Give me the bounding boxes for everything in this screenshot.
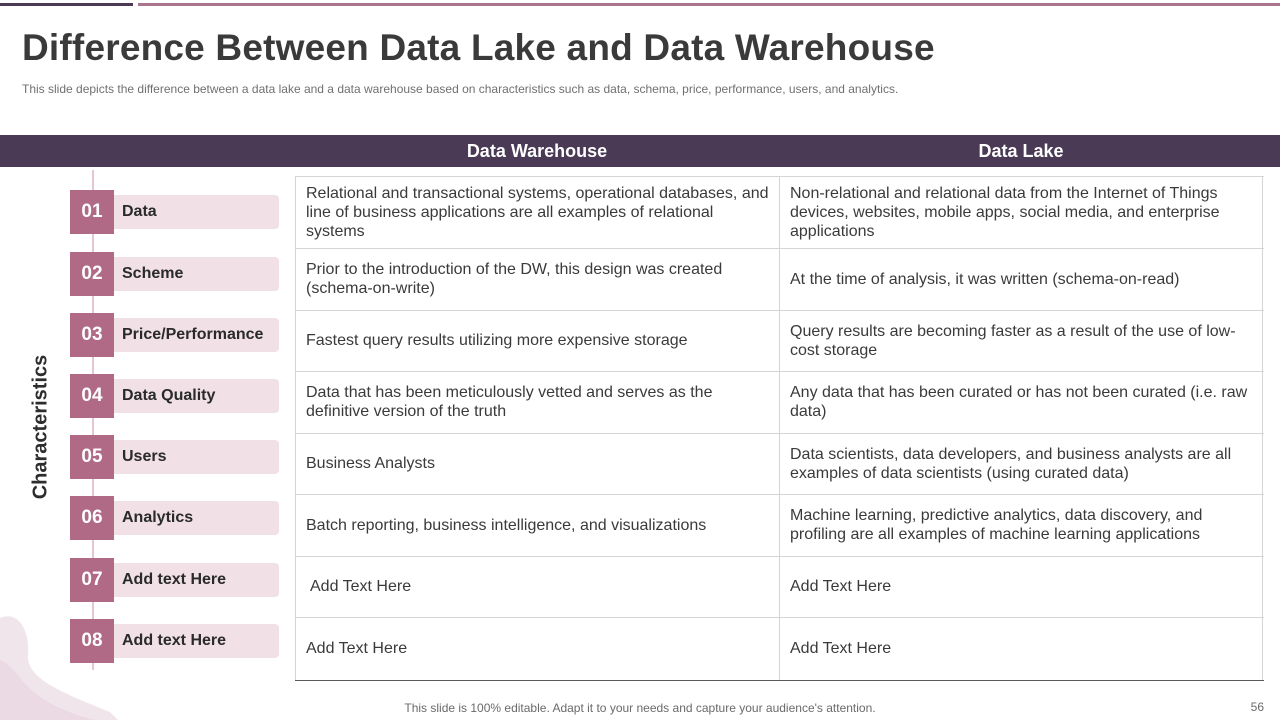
column-header-data-warehouse: Data Warehouse (466, 141, 608, 161)
table-row (295, 618, 1264, 680)
characteristic-number: 04 (70, 374, 114, 418)
characteristic-label: Analytics (122, 509, 194, 526)
table-cell-lake: Machine learning, predictive analytics, data discovery, and profiling are all examples of machine learning applications (779, 495, 1263, 556)
characteristic-number: 05 (70, 435, 114, 479)
characteristic-label: Add text Here (122, 571, 227, 588)
page-number: 56 (1250, 700, 1264, 714)
table-cell-lake: Add Text Here (779, 557, 1263, 618)
table-cell-warehouse: Relational and transactional systems, operational databases, and line of business applications are all examples of relational systems (295, 177, 779, 248)
characteristic-item (70, 435, 279, 479)
table-cell-warehouse: Data that has been meticulously vetted and serves as the definitive version of the truth (295, 372, 779, 433)
comparison-table (295, 176, 1264, 681)
column-header-data-lake: Data Lake (978, 141, 1064, 161)
table-row (295, 249, 1264, 311)
characteristic-number: 07 (70, 558, 114, 602)
slide-subtitle: This slide depicts the difference between a data lake and a data warehouse based on characteristics such as data, schema, price, performance, users, and analytics. (22, 82, 899, 96)
table-cell-warehouse: Fastest query results utilizing more expensive storage (295, 311, 779, 372)
top-accent-bar-light (138, 3, 1280, 6)
characteristic-item (70, 190, 279, 234)
table-row (295, 495, 1264, 557)
characteristic-item (70, 374, 279, 418)
characteristic-number: 01 (70, 190, 114, 234)
table-cell-warehouse: Add Text Here (295, 557, 779, 618)
top-accent-bar-dark (0, 3, 133, 6)
table-cell-lake: Add Text Here (779, 618, 1263, 680)
characteristic-number: 03 (70, 313, 114, 357)
characteristic-label: Add text Here (122, 632, 227, 649)
table-cell-lake: Any data that has been curated or has not been curated (i.e. raw data) (779, 372, 1263, 433)
characteristics-label: Characteristics (29, 354, 52, 500)
characteristic-number: 06 (70, 496, 114, 540)
characteristic-item (70, 252, 279, 296)
table-cell-warehouse: Prior to the introduction of the DW, this design was created (schema-on-write) (295, 249, 779, 310)
characteristic-item (70, 558, 279, 602)
table-cell-lake: At the time of analysis, it was written (schema-on-read) (779, 249, 1263, 310)
characteristic-label: Price/Performance (122, 326, 264, 343)
table-cell-lake: Query results are becoming faster as a result of the use of low-cost storage (779, 311, 1263, 372)
footer-note: This slide is 100% editable. Adapt it to your needs and capture your audience's attention. (404, 701, 876, 715)
characteristic-number: 08 (70, 619, 114, 663)
characteristic-label: Data Quality (122, 387, 216, 404)
characteristic-number: 02 (70, 252, 114, 296)
characteristic-label: Scheme (122, 265, 184, 282)
table-row (295, 557, 1264, 619)
table-row (295, 372, 1264, 434)
characteristic-item (70, 313, 279, 357)
slide-title: Difference Between Data Lake and Data Warehouse (22, 27, 935, 68)
table-row (295, 177, 1264, 249)
characteristic-item (70, 496, 279, 540)
table-header-band (0, 135, 1280, 167)
table-cell-lake: Data scientists, data developers, and business analysts are all examples of data scientists (using curated data) (779, 434, 1263, 495)
table-cell-warehouse: Batch reporting, business intelligence, and visualizations (295, 495, 779, 556)
characteristic-label: Users (122, 448, 167, 465)
table-row (295, 311, 1264, 373)
table-cell-warehouse: Add Text Here (295, 618, 779, 680)
characteristic-label: Data (122, 203, 157, 220)
table-cell-warehouse: Business Analysts (295, 434, 779, 495)
table-cell-lake: Non-relational and relational data from the Internet of Things devices, websites, mobile apps, social media, and enterprise applications (779, 177, 1263, 248)
table-row (295, 434, 1264, 496)
